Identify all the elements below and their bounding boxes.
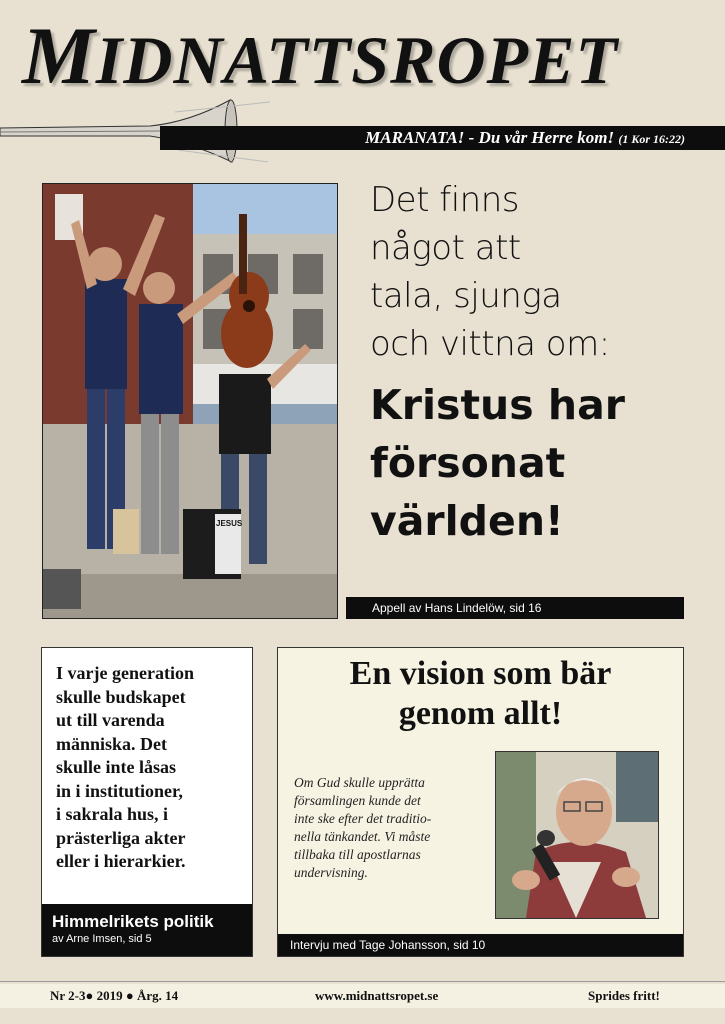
- left-box-text: I varje generation skulle budskapet ut till varenda människa. Det skulle inte låsas in i institutioner, i sakrala hus, i prästerliga akter eller i hierarkier.: [56, 663, 194, 871]
- left-box-footer-sub: av Arne Imsen, sid 5: [52, 933, 152, 945]
- masthead-title-rest: IDNATTSROPET: [95, 22, 618, 98]
- hero-headline: Kristus har försonat världen!: [370, 381, 625, 545]
- tagline-bar: [160, 126, 725, 150]
- tagline-reference: (1 Kor 16:22): [618, 132, 685, 146]
- distribution-note: Sprides fritt!: [588, 988, 660, 1003]
- right-box-footer: Intervju med Tage Johansson, sid 10: [278, 934, 683, 956]
- footer: [0, 984, 725, 1008]
- tagline-text: MARANATA! - Du vår Herre kom!: [365, 128, 615, 147]
- left-box: [41, 647, 253, 957]
- right-box-headline: En vision som bär genom allt!: [349, 655, 612, 732]
- right-box: [277, 647, 684, 957]
- street-worship-photo: [43, 184, 337, 618]
- right-box-body: Om Gud skulle upprätta församlingen kunde det inte ske efter det traditio- nella tänkandet. Vi måste tillbaka till apostlarnas undervisning.: [294, 775, 432, 880]
- hero-photo: [42, 183, 338, 619]
- issue-info: Nr 2-3● 2019 ● Årg. 14: [50, 988, 179, 1003]
- footer-divider: [0, 981, 725, 982]
- appell-caption: Appell av Hans Lindelöw, sid 16: [346, 597, 684, 619]
- sign-text: JESUS: [216, 519, 243, 528]
- interviewee-photo: [496, 752, 658, 918]
- portrait-photo: [495, 751, 659, 919]
- website-url: www.midnattsropet.se: [315, 988, 439, 1003]
- hero-text: [370, 176, 700, 550]
- masthead-title-initial: M: [22, 10, 96, 101]
- hero-lead: Det finns något att tala, sjunga och vittna om:: [370, 180, 610, 364]
- left-box-footer-title: Himmelrikets politik: [52, 912, 214, 931]
- left-box-footer: [42, 904, 252, 956]
